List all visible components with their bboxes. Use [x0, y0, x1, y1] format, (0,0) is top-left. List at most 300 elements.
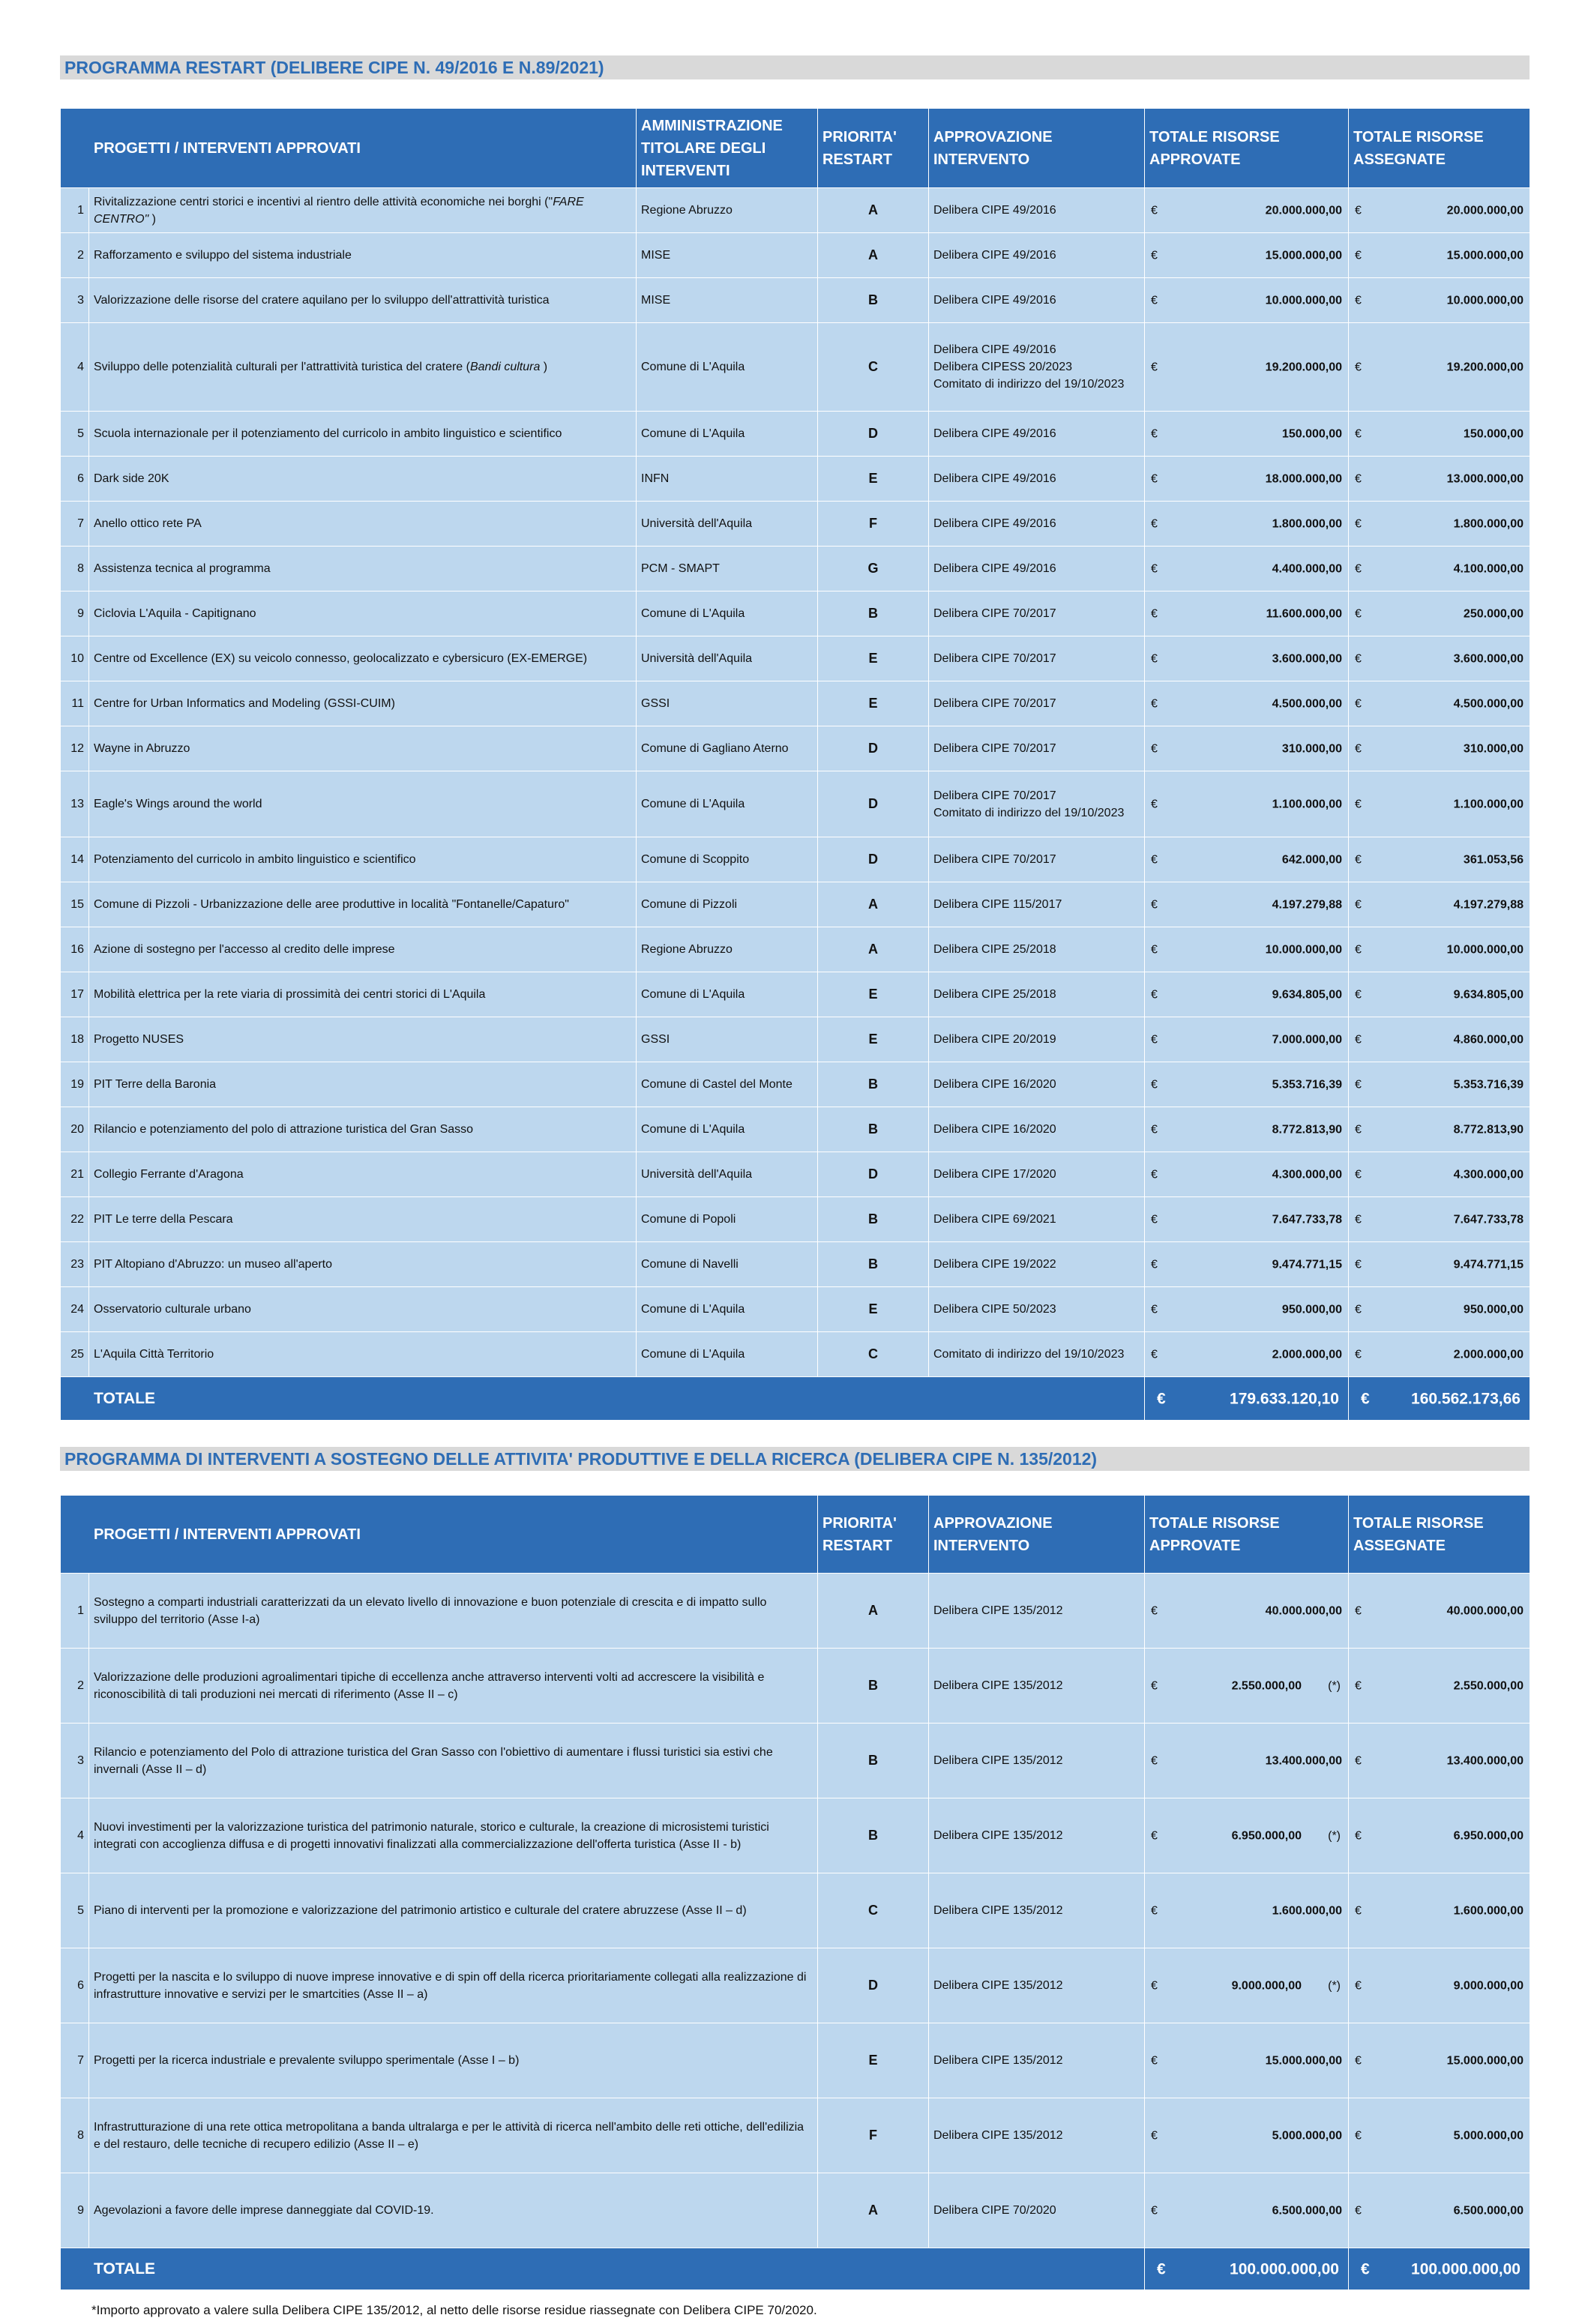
amount: 9.474.771,15: [1272, 1258, 1342, 1271]
admin-name: Comune di Navelli: [637, 1242, 818, 1287]
amount: 5.000.000,00: [1453, 2129, 1524, 2142]
currency-symbol: €: [1151, 294, 1158, 307]
project-name: [89, 278, 637, 323]
row-number: 2: [61, 233, 89, 278]
currency-symbol: €: [1151, 1078, 1158, 1091]
project-text: PIT Le terre della Pescara: [94, 1213, 233, 1226]
row-number: 4: [61, 1798, 89, 1873]
currency-symbol: €: [1355, 1123, 1362, 1136]
table-row: [61, 1649, 1530, 1724]
money-cell: [1349, 882, 1530, 927]
money-cell: [1349, 681, 1530, 726]
project-name: Nuovi investimenti per la valorizzazione turistica del patrimonio naturale, storico e culturale, la creazione di microsistemi turistici integrati con accoglienza diffusa e di progetti innovativi finalizzati alla commercializzazione dell'offerta turistica (Asse II - b): [89, 1798, 818, 1873]
approval-line: Delibera CIPE 25/2018: [933, 988, 1056, 1001]
table-row: [61, 1152, 1530, 1197]
approval-cell: [929, 681, 1145, 726]
currency-symbol: €: [1355, 249, 1362, 262]
project-name: [89, 457, 637, 502]
amount: 1.100.000,00: [1453, 798, 1524, 810]
approval-line: Delibera CIPESS 20/2023: [933, 361, 1072, 373]
priority-code: C: [818, 323, 929, 412]
money-cell: [1349, 1287, 1530, 1332]
admin-name: PCM - SMAPT: [637, 547, 818, 591]
money-cell: [1349, 2023, 1530, 2098]
currency-symbol: €: [1355, 1258, 1362, 1271]
row-number: 11: [61, 681, 89, 726]
approval-cell: Delibera CIPE 135/2012: [929, 1724, 1145, 1798]
money-cell: [1145, 1062, 1349, 1107]
currency-symbol: €: [1151, 742, 1158, 755]
amount: 9.000.000,00: [1453, 1979, 1524, 1992]
currency-symbol: €: [1151, 1829, 1158, 1842]
currency-symbol: €: [1355, 898, 1362, 911]
admin-name: Comune di L'Aquila: [637, 1287, 818, 1332]
priority-code: B: [818, 1798, 929, 1873]
table-row: [61, 1197, 1530, 1242]
priority-code: B: [818, 1242, 929, 1287]
approval-line: Delibera CIPE 49/2016: [933, 204, 1056, 217]
table-row: [61, 1287, 1530, 1332]
money-cell: [1349, 1798, 1530, 1873]
money-cell: [1145, 1649, 1349, 1724]
row-number: 1: [61, 188, 89, 233]
project-text: Potenziamento del curricolo in ambito linguistico e scientifico: [94, 853, 416, 866]
admin-name: Comune di L'Aquila: [637, 591, 818, 636]
project-name: [89, 1197, 637, 1242]
amount: 950.000,00: [1281, 1303, 1342, 1316]
header-assigned: TOTALE RISORSE ASSEGNATE: [1349, 109, 1530, 188]
money-cell: [1145, 278, 1349, 323]
project-text: Dark side 20K: [94, 472, 169, 485]
section-title-restart: PROGRAMMA RESTART (DELIBERE CIPE N. 49/2016 E N.89/2021): [60, 55, 1530, 79]
approval-cell: [929, 233, 1145, 278]
admin-name: INFN: [637, 457, 818, 502]
project-name: [89, 1242, 637, 1287]
project-name: [89, 837, 637, 882]
currency-symbol: €: [1355, 1213, 1362, 1226]
total-label: TOTALE: [61, 1377, 1145, 1421]
row-number: 6: [61, 1948, 89, 2023]
project-text: Comune di Pizzoli - Urbanizzazione delle aree produttive in località "Fontanelle/Capaturo": [94, 898, 569, 911]
currency-symbol: €: [1151, 1168, 1158, 1181]
row-number: 1: [61, 1574, 89, 1649]
currency-symbol: €: [1151, 517, 1158, 530]
money-cell: [1145, 1332, 1349, 1377]
money-cell: [1145, 2248, 1349, 2290]
approval-line: Delibera CIPE 16/2020: [933, 1078, 1056, 1091]
admin-name: MISE: [637, 233, 818, 278]
currency-symbol: €: [1355, 943, 1362, 956]
table-row: [61, 1062, 1530, 1107]
approval-line: Delibera CIPE 25/2018: [933, 943, 1056, 956]
amount: 642.000,00: [1281, 853, 1342, 866]
amount: 20.000.000,00: [1446, 204, 1524, 217]
money-cell: [1349, 457, 1530, 502]
footnote-marker: (*): [1328, 1829, 1341, 1842]
money-cell: [1145, 2023, 1349, 2098]
row-number: 8: [61, 2098, 89, 2173]
priority-code: F: [818, 502, 929, 547]
approval-cell: [929, 972, 1145, 1017]
amount: 1.800.000,00: [1453, 517, 1524, 530]
amount: 9.634.805,00: [1453, 988, 1524, 1001]
currency-symbol: €: [1355, 853, 1362, 866]
project-text: Rivitalizzazione centri storici e incentivi al rientro delle attività economiche nei borghi (": [94, 195, 553, 208]
approval-line: Delibera CIPE 70/2017: [933, 697, 1056, 710]
amount: 15.000.000,00: [1265, 249, 1342, 262]
amount: 15.000.000,00: [1446, 249, 1524, 262]
priority-code: A: [818, 2173, 929, 2248]
row-number: 5: [61, 1873, 89, 1948]
priority-code: G: [818, 547, 929, 591]
currency-symbol: €: [1151, 988, 1158, 1001]
currency-symbol: €: [1151, 853, 1158, 866]
header-approval: APPROVAZIONE INTERVENTO: [929, 1496, 1145, 1574]
header-approval: APPROVAZIONE INTERVENTO: [929, 109, 1145, 188]
project-text: L'Aquila Città Territorio: [94, 1348, 214, 1361]
row-number: 8: [61, 547, 89, 591]
currency-symbol: €: [1151, 1754, 1158, 1767]
money-cell: [1349, 1649, 1530, 1724]
approval-line: Delibera CIPE 16/2020: [933, 1123, 1056, 1136]
amount: 40.000.000,00: [1446, 1604, 1524, 1617]
row-number: 2: [61, 1649, 89, 1724]
approval-cell: [929, 457, 1145, 502]
table-row: [61, 927, 1530, 972]
approval-line: Delibera CIPE 49/2016: [933, 343, 1056, 356]
money-cell: [1349, 771, 1530, 837]
project-name: [89, 771, 637, 837]
productive-table: [60, 1495, 1530, 2290]
amount: 11.600.000,00: [1266, 607, 1342, 620]
table-row: [61, 2023, 1530, 2098]
row-number: 15: [61, 882, 89, 927]
project-text: Wayne in Abruzzo: [94, 742, 190, 755]
approval-line: Delibera CIPE 69/2021: [933, 1213, 1056, 1226]
project-text: Assistenza tecnica al programma: [94, 562, 271, 575]
approval-cell: [929, 1062, 1145, 1107]
amount: 7.647.733,78: [1453, 1213, 1524, 1226]
approval-cell: Delibera CIPE 135/2012: [929, 1948, 1145, 2023]
project-name: [89, 726, 637, 771]
money-cell: [1145, 927, 1349, 972]
approval-line: Delibera CIPE 70/2017: [933, 742, 1056, 755]
money-cell: [1145, 1197, 1349, 1242]
admin-name: Comune di L'Aquila: [637, 323, 818, 412]
priority-code: B: [818, 1197, 929, 1242]
project-text: Progetto NUSES: [94, 1033, 184, 1046]
currency-symbol: €: [1151, 607, 1158, 620]
priority-code: D: [818, 771, 929, 837]
amount: 19.200.000,00: [1446, 361, 1524, 373]
table-row: [61, 726, 1530, 771]
project-name: [89, 188, 637, 233]
amount: 7.647.733,78: [1272, 1213, 1342, 1226]
priority-code: E: [818, 636, 929, 681]
money-cell: [1145, 972, 1349, 1017]
amount: 15.000.000,00: [1446, 2054, 1524, 2067]
project-text: Scuola internazionale per il potenziamento del curricolo in ambito linguistico e scientifico: [94, 427, 562, 440]
currency-symbol: €: [1151, 898, 1158, 911]
money-cell: [1349, 2173, 1530, 2248]
currency-symbol: €: [1151, 427, 1158, 440]
currency-symbol: €: [1151, 652, 1158, 665]
priority-code: A: [818, 882, 929, 927]
approval-line: Delibera CIPE 49/2016: [933, 294, 1056, 307]
approval-line: Comitato di indirizzo del 19/10/2023: [933, 378, 1125, 391]
header-projects: PROGETTI / INTERVENTI APPROVATI: [61, 1496, 818, 1574]
currency-symbol: €: [1151, 1123, 1158, 1136]
approval-line: Delibera CIPE 49/2016: [933, 517, 1056, 530]
row-number: 13: [61, 771, 89, 837]
project-text: PIT Altopiano d'Abruzzo: un museo all'aperto: [94, 1258, 333, 1271]
approval-cell: [929, 882, 1145, 927]
currency-symbol: €: [1151, 1303, 1158, 1316]
money-cell: [1145, 1377, 1349, 1421]
amount: 3.600.000,00: [1453, 652, 1524, 665]
project-text: Centre for Urban Informatics and Modeling (GSSI-CUIM): [94, 697, 395, 710]
approval-cell: [929, 771, 1145, 837]
amount: 1.100.000,00: [1272, 798, 1342, 810]
approval-cell: Delibera CIPE 135/2012: [929, 1798, 1145, 1873]
table-row: [61, 1574, 1530, 1649]
row-number: 3: [61, 278, 89, 323]
project-name: [89, 681, 637, 726]
row-number: 24: [61, 1287, 89, 1332]
row-number: 7: [61, 502, 89, 547]
project-text: Centre od Excellence (EX) su veicolo connesso, geolocalizzato e cybersicuro (EX-EMERGE): [94, 652, 588, 665]
project-name: Progetti per la nascita e lo sviluppo di nuove imprese innovative e di spin off della ricerca prioritariamente collegati alla realizzazione di infrastrutture innovative e servizi per le smartcities (Asse II – a): [89, 1948, 818, 2023]
project-text: PIT Terre della Baronia: [94, 1078, 217, 1091]
approval-line: Delibera CIPE 70/2017: [933, 789, 1056, 802]
project-name: Infrastrutturazione di una rete ottica metropolitana a banda ultralarga e per le attività di ricerca nell'ambito delle reti ottiche, dell'edilizia e del restauro, delle tecniche di recupero edilizio (Asse II – e): [89, 2098, 818, 2173]
money-cell: [1145, 636, 1349, 681]
row-number: 25: [61, 1332, 89, 1377]
currency-symbol: €: [1157, 1390, 1166, 1407]
header-projects: PROGETTI / INTERVENTI APPROVATI: [61, 109, 637, 188]
priority-code: F: [818, 2098, 929, 2173]
row-number: 9: [61, 591, 89, 636]
currency-symbol: €: [1355, 427, 1362, 440]
amount: 9.000.000,00: [1231, 1979, 1302, 1992]
table-row: [61, 1798, 1530, 1873]
amount: 10.000.000,00: [1446, 943, 1524, 956]
approval-cell: Delibera CIPE 70/2020: [929, 2173, 1145, 2248]
currency-symbol: €: [1355, 1904, 1362, 1917]
money-cell: [1145, 882, 1349, 927]
project-emphasis: Bandi cultura: [469, 361, 541, 373]
approval-cell: [929, 502, 1145, 547]
project-name: [89, 412, 637, 457]
money-cell: [1145, 233, 1349, 278]
project-text: Collegio Ferrante d'Aragona: [94, 1168, 244, 1181]
project-name: Piano di interventi per la promozione e valorizzazione del patrimonio artistico e culturale del cratere abruzzese (Asse II – d): [89, 1873, 818, 1948]
amount: 5.353.716,39: [1272, 1078, 1342, 1091]
total-row: [61, 1377, 1530, 1421]
approval-cell: [929, 278, 1145, 323]
money-cell: [1349, 188, 1530, 233]
money-cell: [1349, 1152, 1530, 1197]
table-row: [61, 2098, 1530, 2173]
priority-code: B: [818, 1724, 929, 1798]
approval-cell: [929, 323, 1145, 412]
project-name: [89, 882, 637, 927]
currency-symbol: €: [1151, 1679, 1158, 1692]
currency-symbol: €: [1151, 1213, 1158, 1226]
currency-symbol: €: [1355, 1604, 1362, 1617]
approval-line: Delibera CIPE 50/2023: [933, 1303, 1056, 1316]
amount: 150.000,00: [1463, 427, 1524, 440]
currency-symbol: €: [1355, 1033, 1362, 1046]
row-number: 6: [61, 457, 89, 502]
approval-line: Delibera CIPE 49/2016: [933, 249, 1056, 262]
admin-name: GSSI: [637, 1017, 818, 1062]
header-priority: PRIORITA' RESTART: [818, 109, 929, 188]
amount: 4.500.000,00: [1272, 697, 1342, 710]
amount: 20.000.000,00: [1265, 204, 1342, 217]
money-cell: [1145, 502, 1349, 547]
admin-name: Comune di Gagliano Aterno: [637, 726, 818, 771]
amount: 2.000.000,00: [1272, 1348, 1342, 1361]
admin-name: Comune di L'Aquila: [637, 1332, 818, 1377]
money-cell: [1349, 1242, 1530, 1287]
table-row: [61, 771, 1530, 837]
money-cell: [1349, 2098, 1530, 2173]
amount: 6.950.000,00: [1231, 1829, 1302, 1842]
currency-symbol: €: [1151, 1604, 1158, 1617]
amount: 100.000.000,00: [1411, 2260, 1521, 2278]
project-name: Progetti per la ricerca industriale e prevalente sviluppo sperimentale (Asse I – b): [89, 2023, 818, 2098]
amount: 150.000,00: [1281, 427, 1342, 440]
money-cell: [1145, 837, 1349, 882]
table-row: [61, 882, 1530, 927]
priority-code: A: [818, 188, 929, 233]
money-cell: [1145, 2173, 1349, 2248]
amount: 2.000.000,00: [1453, 1348, 1524, 1361]
approval-cell: [929, 591, 1145, 636]
project-text: Anello ottico rete PA: [94, 517, 202, 530]
amount: 5.353.716,39: [1453, 1078, 1524, 1091]
header-approved: TOTALE RISORSE APPROVATE: [1145, 109, 1349, 188]
amount: 310.000,00: [1463, 742, 1524, 755]
table-row: [61, 972, 1530, 1017]
approval-line: Comitato di indirizzo del 19/10/2023: [933, 1348, 1125, 1361]
amount: 950.000,00: [1463, 1303, 1524, 1316]
currency-symbol: €: [1355, 1979, 1362, 1992]
row-number: 14: [61, 837, 89, 882]
approval-cell: [929, 1332, 1145, 1377]
total-row: [61, 2248, 1530, 2290]
currency-symbol: €: [1355, 2129, 1362, 2142]
priority-code: D: [818, 1152, 929, 1197]
money-cell: [1145, 457, 1349, 502]
money-cell: [1349, 837, 1530, 882]
approval-line: Comitato di indirizzo del 19/10/2023: [933, 806, 1125, 819]
money-cell: [1349, 1062, 1530, 1107]
money-cell: [1349, 591, 1530, 636]
approval-cell: [929, 636, 1145, 681]
money-cell: [1349, 547, 1530, 591]
currency-symbol: €: [1151, 2054, 1158, 2067]
table-row: [61, 1332, 1530, 1377]
approval-line: Delibera CIPE 70/2017: [933, 853, 1056, 866]
priority-code: E: [818, 457, 929, 502]
project-name: [89, 927, 637, 972]
money-cell: [1349, 1017, 1530, 1062]
money-cell: [1349, 278, 1530, 323]
currency-symbol: €: [1151, 697, 1158, 710]
money-cell: [1349, 1107, 1530, 1152]
currency-symbol: €: [1355, 294, 1362, 307]
currency-symbol: €: [1151, 204, 1158, 217]
amount: 8.772.813,90: [1453, 1123, 1524, 1136]
approval-line: Delibera CIPE 49/2016: [933, 427, 1056, 440]
approval-cell: [929, 726, 1145, 771]
priority-code: E: [818, 681, 929, 726]
project-name: [89, 1152, 637, 1197]
currency-symbol: €: [1151, 1033, 1158, 1046]
priority-code: D: [818, 837, 929, 882]
money-cell: [1145, 1798, 1349, 1873]
admin-name: Regione Abruzzo: [637, 927, 818, 972]
priority-code: D: [818, 726, 929, 771]
amount: 40.000.000,00: [1265, 1604, 1342, 1617]
priority-code: B: [818, 591, 929, 636]
money-cell: [1145, 1152, 1349, 1197]
row-number: 18: [61, 1017, 89, 1062]
currency-symbol: €: [1355, 361, 1362, 373]
amount: 18.000.000,00: [1265, 472, 1342, 485]
header-admin: AMMINISTRAZIONE TITOLARE DEGLI INTERVENTI: [637, 109, 818, 188]
table-row: [61, 457, 1530, 502]
table-row: [61, 547, 1530, 591]
currency-symbol: €: [1355, 1168, 1362, 1181]
project-name: [89, 1107, 637, 1152]
priority-code: A: [818, 927, 929, 972]
priority-code: B: [818, 278, 929, 323]
money-cell: [1349, 1873, 1530, 1948]
project-name: Sostegno a comparti industriali caratterizzati da un elevato livello di innovazione e buon potenziale di crescita e di impatto sullo sviluppo del territorio (Asse I-a): [89, 1574, 818, 1649]
money-cell: [1145, 412, 1349, 457]
approval-cell: Delibera CIPE 135/2012: [929, 1873, 1145, 1948]
currency-symbol: €: [1355, 1348, 1362, 1361]
currency-symbol: €: [1151, 1904, 1158, 1917]
admin-name: Comune di Pizzoli: [637, 882, 818, 927]
money-cell: [1349, 1724, 1530, 1798]
money-cell: [1145, 1287, 1349, 1332]
currency-symbol: €: [1355, 472, 1362, 485]
project-name: Agevolazioni a favore delle imprese danneggiate dal COVID-19.: [89, 2173, 818, 2248]
row-number: 22: [61, 1197, 89, 1242]
amount: 1.600.000,00: [1272, 1904, 1342, 1917]
currency-symbol: €: [1355, 1754, 1362, 1767]
approval-cell: [929, 547, 1145, 591]
priority-code: E: [818, 1017, 929, 1062]
money-cell: [1145, 1107, 1349, 1152]
currency-symbol: €: [1355, 988, 1362, 1001]
project-text: Valorizzazione delle risorse del cratere aquilano per lo sviluppo dell'attrattività turistica: [94, 294, 550, 307]
amount: 19.200.000,00: [1265, 361, 1342, 373]
amount: 6.500.000,00: [1453, 2204, 1524, 2217]
priority-code: E: [818, 972, 929, 1017]
project-name: [89, 1062, 637, 1107]
currency-symbol: €: [1355, 607, 1362, 620]
amount: 4.197.279,88: [1453, 898, 1524, 911]
money-cell: [1145, 2098, 1349, 2173]
project-name: [89, 233, 637, 278]
approval-cell: [929, 1017, 1145, 1062]
amount: 250.000,00: [1463, 607, 1524, 620]
